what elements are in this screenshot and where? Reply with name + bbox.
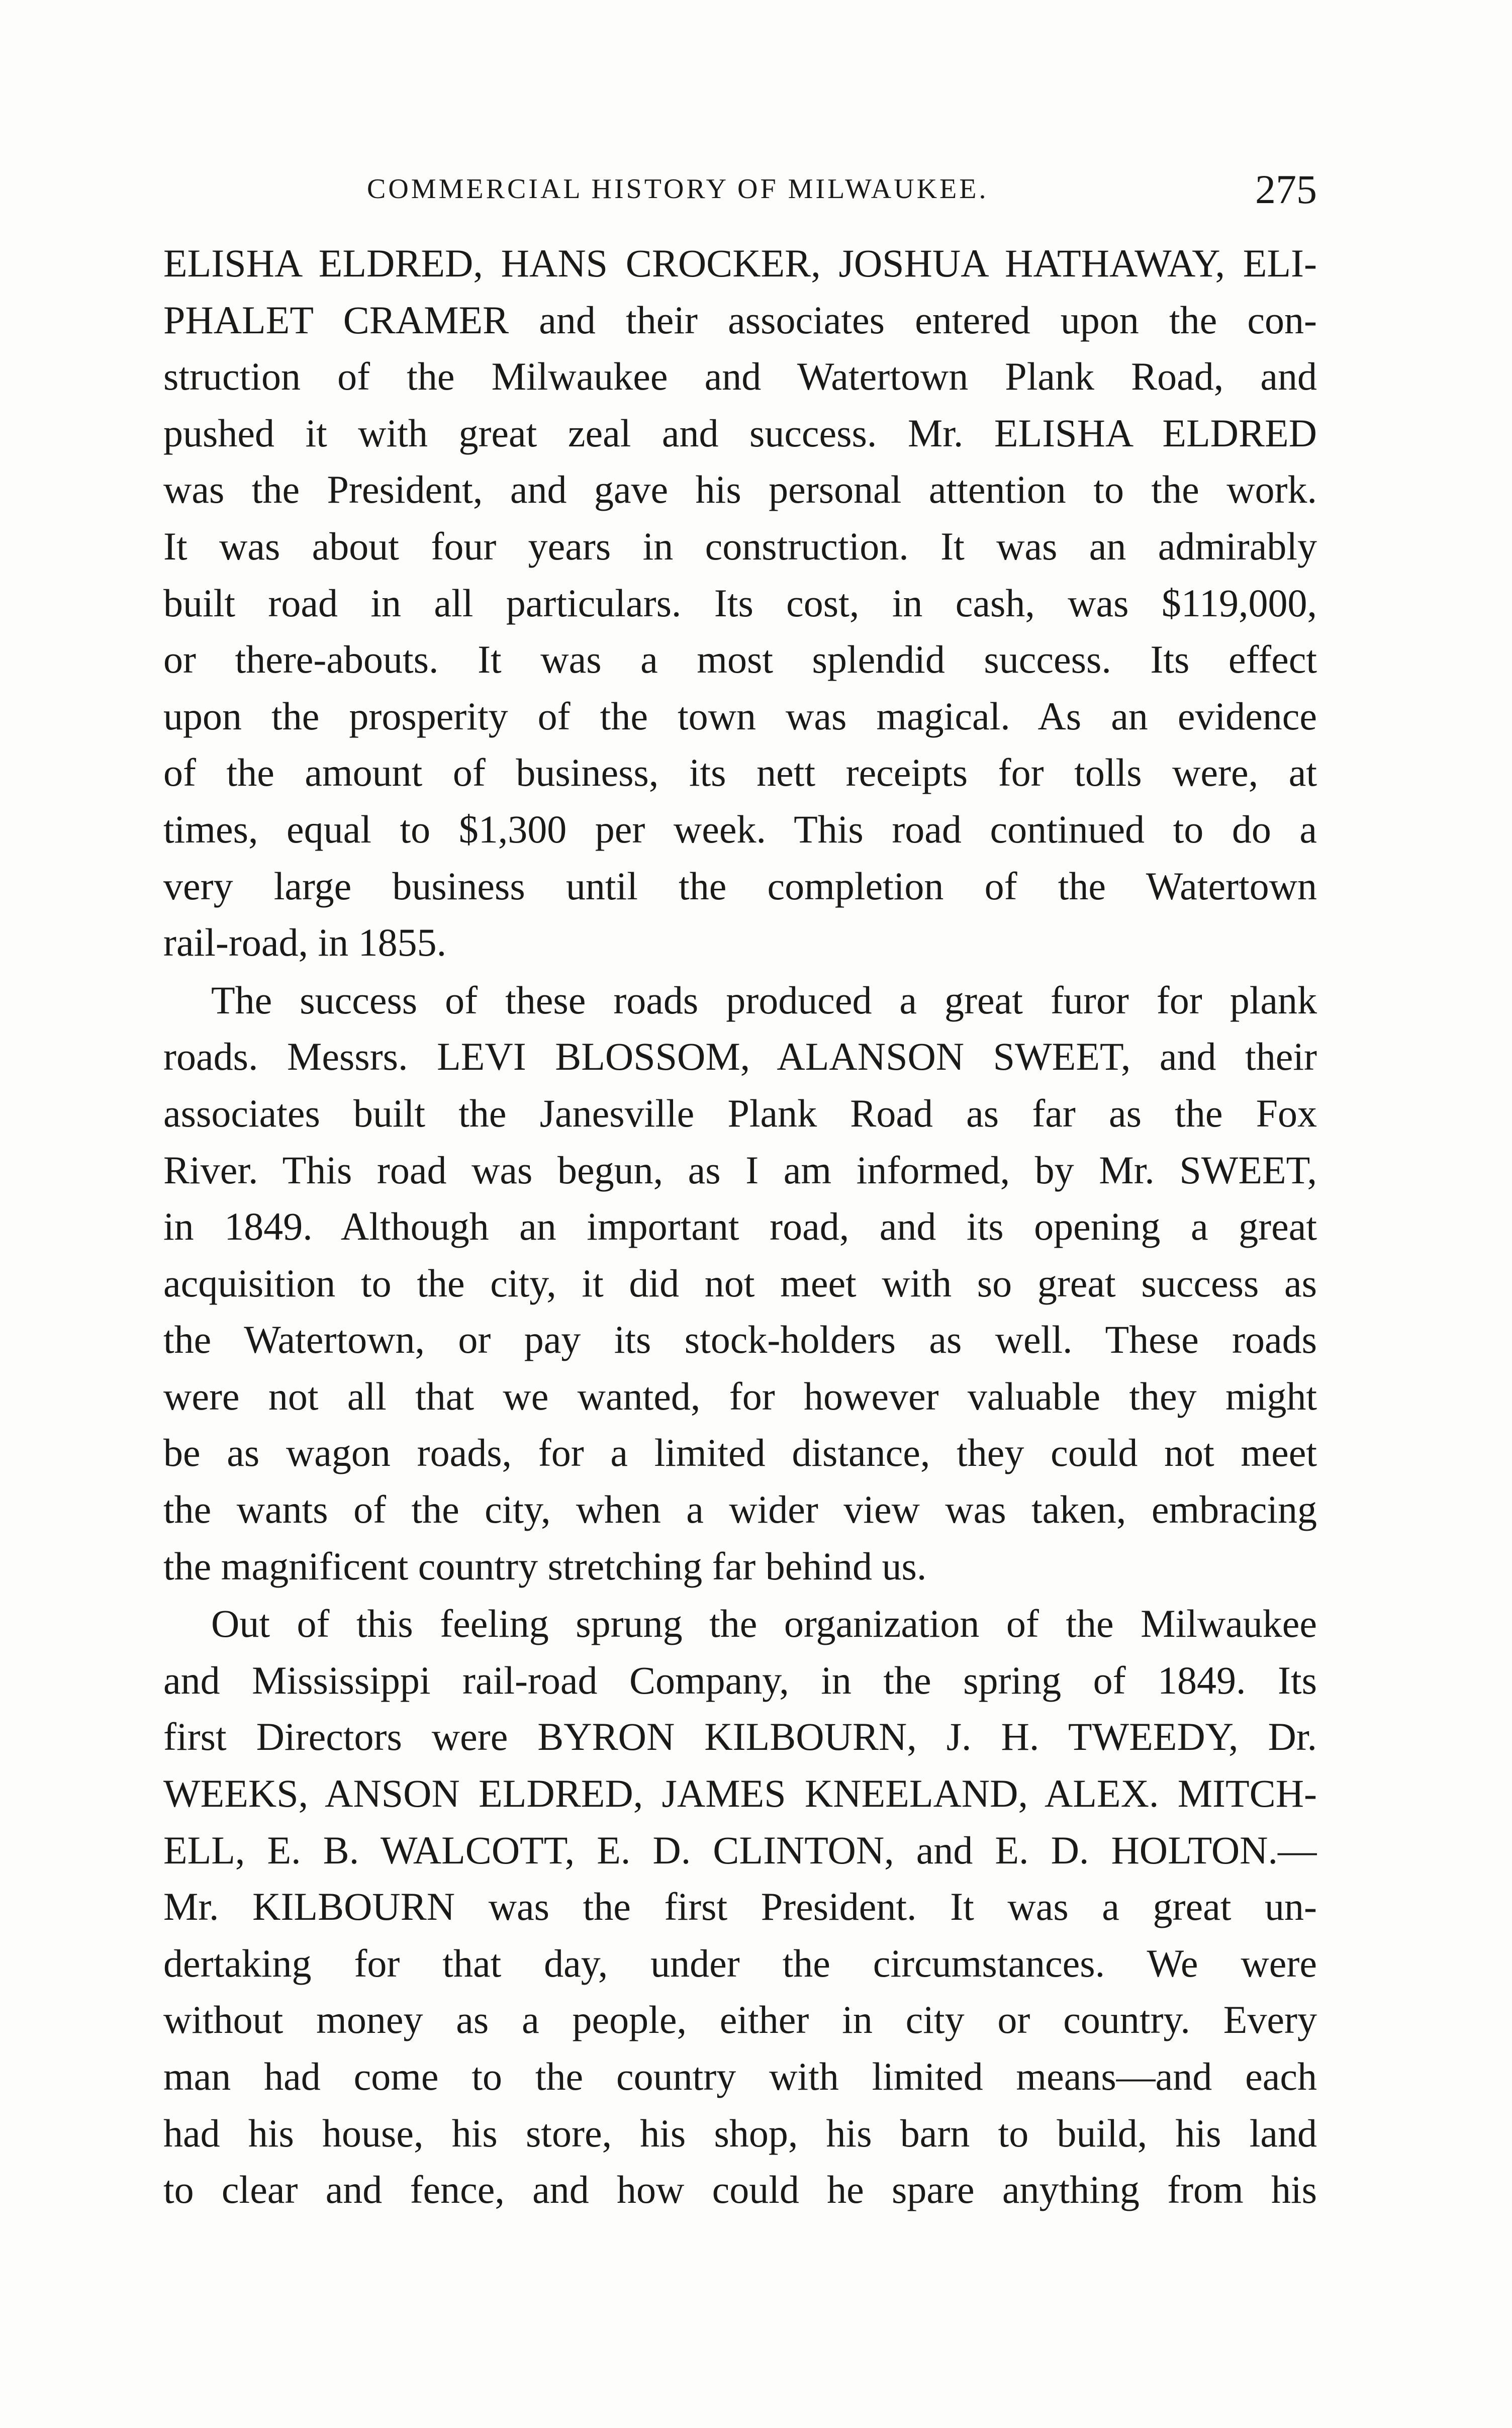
text-line: upon the prosperity of the town was magical. As an evidence bbox=[163, 694, 1317, 738]
paragraph-3 bbox=[163, 1596, 1317, 2218]
running-title: COMMERCIAL HISTORY OF MILWAUKEE. bbox=[367, 173, 989, 205]
text-line: the wants of the city, when a wider view was taken, embracing bbox=[163, 1487, 1317, 1532]
paragraph-2 bbox=[163, 972, 1317, 1595]
text-line: times, equal to $1,300 per week. This road continued to do a bbox=[163, 807, 1317, 851]
text-line: be as wagon roads, for a limited distance, they could not meet bbox=[163, 1431, 1317, 1475]
text-line: was the President, and gave his personal attention to the work. bbox=[163, 468, 1317, 512]
text-line: dertaking for that day, under the circumstances. We were bbox=[163, 1941, 1317, 1985]
text-line: without money as a people, either in city or country. Every bbox=[163, 1998, 1317, 2042]
running-head bbox=[161, 166, 1317, 211]
body-text bbox=[163, 235, 1317, 2218]
text-line: struction of the Milwaukee and Watertown Plank Road, and bbox=[163, 354, 1317, 399]
text-line: the Watertown, or pay its stock-holders as well. These roads bbox=[163, 1318, 1317, 1362]
text-line: roads. Messrs. LEVI BLOSSOM, ALANSON SWEET, and their bbox=[163, 1035, 1317, 1079]
text-line: pushed it with great zeal and success. Mr. ELISHA ELDRED bbox=[163, 411, 1317, 455]
text-line: WEEKS, ANSON ELDRED, JAMES KNEELAND, ALEX. MITCH- bbox=[163, 1771, 1317, 1816]
text-line: man had come to the country with limited means—and each bbox=[163, 2055, 1317, 2098]
text-line: Mr. KILBOURN was the first President. It was a great un- bbox=[163, 1885, 1317, 1929]
text-line: the magnificent country stretching far behind us. bbox=[163, 1544, 927, 1588]
text-line: of the amount of business, its nett receipts for tolls were, at bbox=[163, 751, 1317, 795]
text-line: The success of these roads produced a great furor for plank bbox=[211, 978, 1317, 1022]
text-line: PHALET CRAMER and their associates entered upon the con- bbox=[163, 298, 1317, 342]
page-number: 275 bbox=[1255, 166, 1317, 212]
text-line: Out of this feeling sprung the organization of the Milwaukee bbox=[211, 1602, 1317, 1646]
text-line: River. This road was begun, as I am informed, by Mr. SWEET, bbox=[163, 1148, 1317, 1192]
text-line: acquisition to the city, it did not meet with so great success as bbox=[163, 1261, 1317, 1305]
text-line: rail-road, in 1855. bbox=[163, 920, 447, 965]
text-line: built road in all particulars. Its cost, in cash, was $119,000, bbox=[163, 581, 1317, 625]
text-line: associates built the Janesville Plank Road as far as the Fox bbox=[163, 1091, 1317, 1135]
text-line: to clear and fence, and how could he spare anything from his bbox=[163, 2168, 1317, 2212]
text-line: had his house, his store, his shop, his barn to build, his land bbox=[163, 2111, 1317, 2155]
text-line: It was about four years in construction. It was an admirably bbox=[163, 524, 1317, 568]
paragraph-1 bbox=[163, 235, 1317, 971]
text-line: first Directors were BYRON KILBOURN, J. H. TWEEDY, Dr. bbox=[163, 1715, 1317, 1759]
text-line: in 1849. Although an important road, and its opening a great bbox=[163, 1204, 1317, 1249]
text-line: very large business until the completion of the Watertown bbox=[163, 864, 1317, 908]
text-line: ELISHA ELDRED, HANS CROCKER, JOSHUA HATHAWAY, ELI- bbox=[163, 241, 1317, 285]
text-line: were not all that we wanted, for however valuable they might bbox=[163, 1374, 1317, 1418]
text-line: and Mississippi rail-road Company, in the spring of 1849. Its bbox=[163, 1658, 1317, 1702]
text-line: ELL, E. B. WALCOTT, E. D. CLINTON, and E. D. HOLTON.— bbox=[163, 1828, 1317, 1872]
text-line: or there-abouts. It was a most splendid success. Its effect bbox=[163, 637, 1317, 682]
